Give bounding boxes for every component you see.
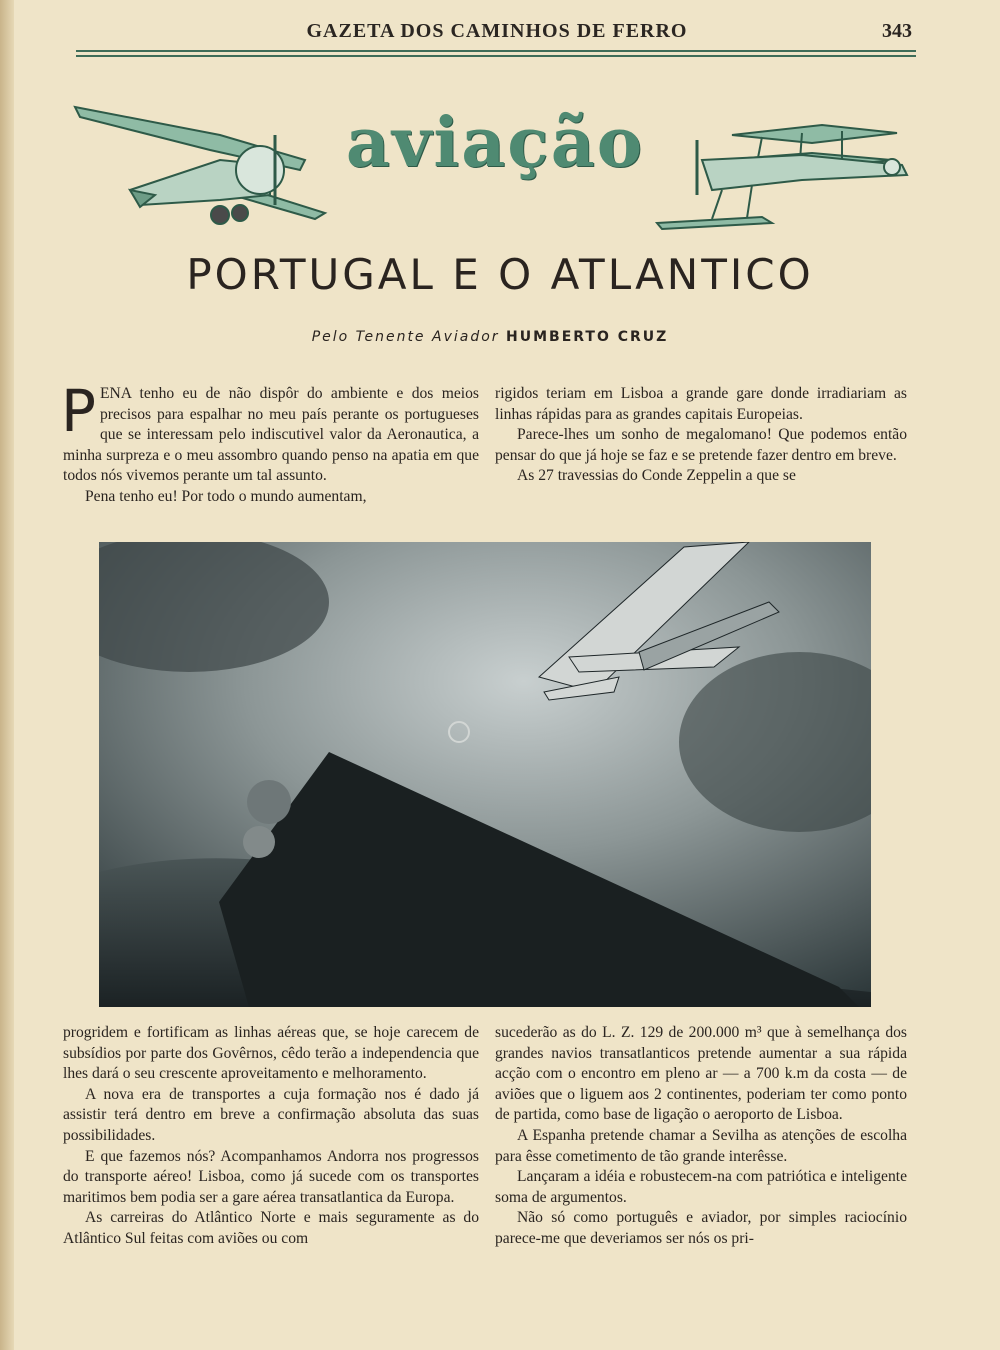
byline-author: HUMBERTO CRUZ: [506, 329, 669, 345]
paragraph: As 27 travessias do Conde Zeppelin a que se: [517, 467, 796, 485]
section-title: aviação: [345, 103, 645, 183]
header-rule: [76, 50, 916, 57]
paragraph: Pena tenho eu! Por todo o mundo aumentam,: [85, 487, 367, 505]
column-4: [495, 1023, 907, 1250]
photo-image: [99, 542, 871, 1007]
byline-prefix: Pelo Tenente Aviador: [311, 329, 500, 345]
paragraph: A nova era de transportes a cuja formação nos é dado já assistir terá dentro em breve a confirmação absoluta das suas possibilidades.: [63, 1085, 479, 1144]
drop-cap: P: [61, 377, 96, 445]
page-edge: [0, 0, 14, 1350]
page-number: 343: [882, 20, 912, 42]
paragraph: Parece-lhes um sonho de megalomano! Que podemos então pensar do que já hoje se faz e se pretende fazer dentro em breve.: [495, 426, 907, 464]
aerial-seaplane-photo-icon: [99, 542, 871, 1007]
journal-name: GAZETA DOS CAMINHOS DE FERRO: [306, 20, 688, 42]
paragraph: PENA tenho eu de não dispôr do ambiente e dos meios precisos para espalhar no meu país perante os portugueses que se interessam pelo indiscutivel valor da Aeronautica, a minha surpreza e o meu assombro quando penso na apatia em que todos nós vivemos perante um tal assunto.: [61, 377, 479, 485]
paragraph: progridem e fortificam as linhas aéreas que, se hoje carecem de subsídios por parte dos Govêrnos, cêdo terão a independencia que lhes dará o seu crescente aproveitamento e melhoramento.: [63, 1024, 479, 1083]
paragraph: A Espanha pretende chamar a Sevilha as atenções de escolha para êsse cometimento de tão grande interêsse.: [495, 1126, 907, 1165]
section-banner: [70, 95, 920, 235]
column-3: [63, 1023, 479, 1250]
monoplane-illustration-icon: [70, 95, 330, 235]
byline: [0, 329, 980, 345]
paragraph: rigidos teriam em Lisboa a grande gare donde irradiariam as linhas rápidas para as grandes capitais Europeias.: [495, 385, 907, 423]
column-2: [495, 384, 907, 487]
seaplane-illustration-icon: [652, 105, 914, 230]
paragraph: E que fazemos nós? Acompanhamos Andorra nos progressos do transporte aéreo! Lisboa, como já sucede com os transportes maritimos bem podia ser a gare aérea transatlantica da Europa.: [63, 1147, 479, 1206]
paragraph: Não só como português e aviador, por simples raciocínio parece-me que deveriamos ser nós os pri-: [495, 1209, 907, 1247]
column-1: [61, 377, 479, 508]
paragraph: Lançaram a idéia e robustecem-na com patriótica e inteligente soma de argumentos.: [495, 1168, 907, 1206]
paragraph: sucederão as do L. Z. 129 de 200.000 m³ que à semelhança dos grandes navios transatlanticos pretende aumentar a sua rápida acção com o encontro em pleno ar — a 700 k.m da costa — de aviões que o liguem aos 2 continentes, poderiam ter como ponto de partida, como base de ligação o aeroporto de Lisboa.: [495, 1024, 907, 1124]
running-head: [78, 18, 916, 48]
paragraph: As carreiras do Atlântico Norte e mais seguramente as do Atlântico Sul feitas com aviões ou com: [63, 1209, 479, 1247]
article-title: PORTUGAL E O ATLANTICO: [186, 250, 814, 299]
